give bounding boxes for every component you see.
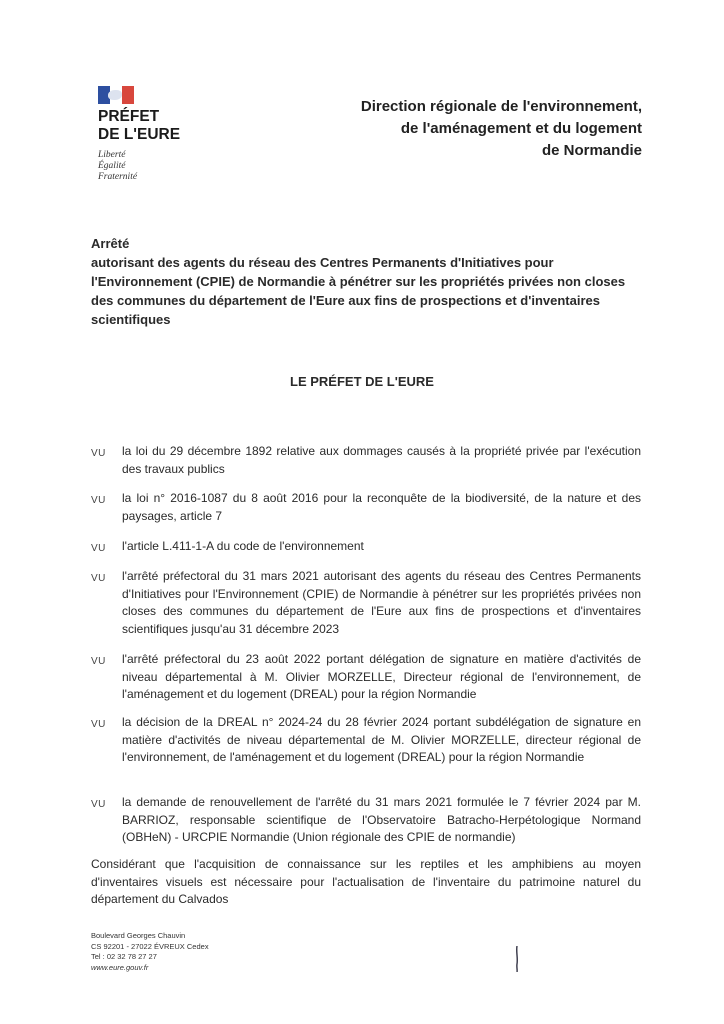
footer-address	[91, 931, 209, 973]
vu-text: l'article L.411-1-A du code de l'environnement	[122, 539, 364, 553]
vu-item	[91, 443, 641, 478]
footer-address-line-1: Boulevard Georges Chauvin	[91, 931, 186, 940]
prefecture-logo	[98, 86, 180, 183]
footer-phone: Tel : 02 32 78 27 27	[91, 952, 157, 961]
motto-egalite: Égalité	[98, 161, 126, 171]
vu-text: l'arrêté préfectoral du 31 mars 2021 autorisant des agents du réseau des Centres Permanents d'Initiatives pour l'Environnement (CPIE) de Normandie à pénétrer sur les propriétés privées non closes des communes du département de l'Eure aux fins de prospections et d'inventaires scientifiques jusqu'au 31 décembre 2023	[122, 569, 641, 636]
considering-paragraph: Considérant que l'acquisition de connaissance sur les reptiles et les amphibiens au moyen d'inventaires visuels est nécessaire pour l'actualisation de l'inventaire du patrimoine naturel du département du Calvados	[91, 857, 641, 906]
handwritten-mark-icon	[515, 946, 519, 972]
logo-title	[98, 108, 180, 144]
logo-line-1: PRÉFET	[98, 108, 160, 125]
vu-label: VU	[91, 448, 106, 459]
vu-label: VU	[91, 543, 106, 554]
decree-subject: autorisant des agents du réseau des Centres Permanents d'Initiatives pour l'Environnement (CPIE) de Normandie à pénétrer sur les propriétés privées non closes des communes du département de l'Eure aux fins de prospections et d'inventaires scientifiques	[91, 255, 626, 327]
vu-label: VU	[91, 799, 106, 810]
vu-item	[91, 794, 641, 847]
vu-item	[91, 651, 641, 704]
vu-label: VU	[91, 495, 106, 506]
vu-text: la loi n° 2016-1087 du 8 août 2016 pour la reconquête de la biodiversité, de la nature et des paysages, article 7	[122, 491, 641, 523]
footer-website: www.eure.gouv.fr	[91, 962, 149, 972]
motto-liberte: Liberté	[98, 150, 126, 160]
vu-text: la loi du 29 décembre 1892 relative aux dommages causés à la propriété privée par l'exécution des travaux publics	[122, 444, 641, 476]
republic-flag-icon	[98, 86, 134, 104]
vu-item	[91, 490, 641, 525]
motto-fraternite: Fraternité	[98, 172, 138, 182]
logo-line-2: DE L'EURE	[98, 126, 181, 143]
direction-line-3: de Normandie	[541, 142, 642, 159]
vu-item	[91, 568, 641, 638]
direction-heading	[302, 96, 642, 162]
direction-line-2: de l'aménagement et du logement	[400, 120, 642, 137]
vu-text: la décision de la DREAL n° 2024-24 du 28 février 2024 portant subdélégation de signature en matière d'activités de niveau départemental de M. Olivier MORZELLE, directeur régional de l'environnement, de l'aménagement et du logement (DREAL) pour la région Normandie	[122, 715, 641, 764]
vu-item	[91, 538, 641, 556]
vu-label: VU	[91, 573, 106, 584]
vu-text: l'arrêté préfectoral du 23 août 2022 portant délégation de signature en matière d'activités de niveau départemental à M. Olivier MORZELLE, Directeur régional de l'environnement, de l'aménagement et du logement (DREAL) pour la région Normandie	[122, 652, 641, 701]
decree-title-block	[91, 234, 651, 329]
vu-item	[91, 714, 641, 767]
direction-line-1: Direction régionale de l'environnement,	[360, 98, 642, 115]
decree-heading: Arrêté	[91, 236, 130, 251]
republic-motto	[98, 150, 180, 183]
vu-label: VU	[91, 656, 106, 667]
prefet-heading: LE PRÉFET DE L'EURE	[290, 374, 434, 389]
footer-address-line-2: CS 92201 - 27022 ÉVREUX Cedex	[91, 941, 209, 951]
vu-label: VU	[91, 719, 106, 730]
vu-text: la demande de renouvellement de l'arrêté du 31 mars 2021 formulée le 7 février 2024 par M. BARRIOZ, responsable scientifique de l'Observatoire Batracho-Herpétologique Normand (OBHeN) - URCPIE Normandie (Union régionale des CPIE de normandie)	[122, 795, 641, 844]
